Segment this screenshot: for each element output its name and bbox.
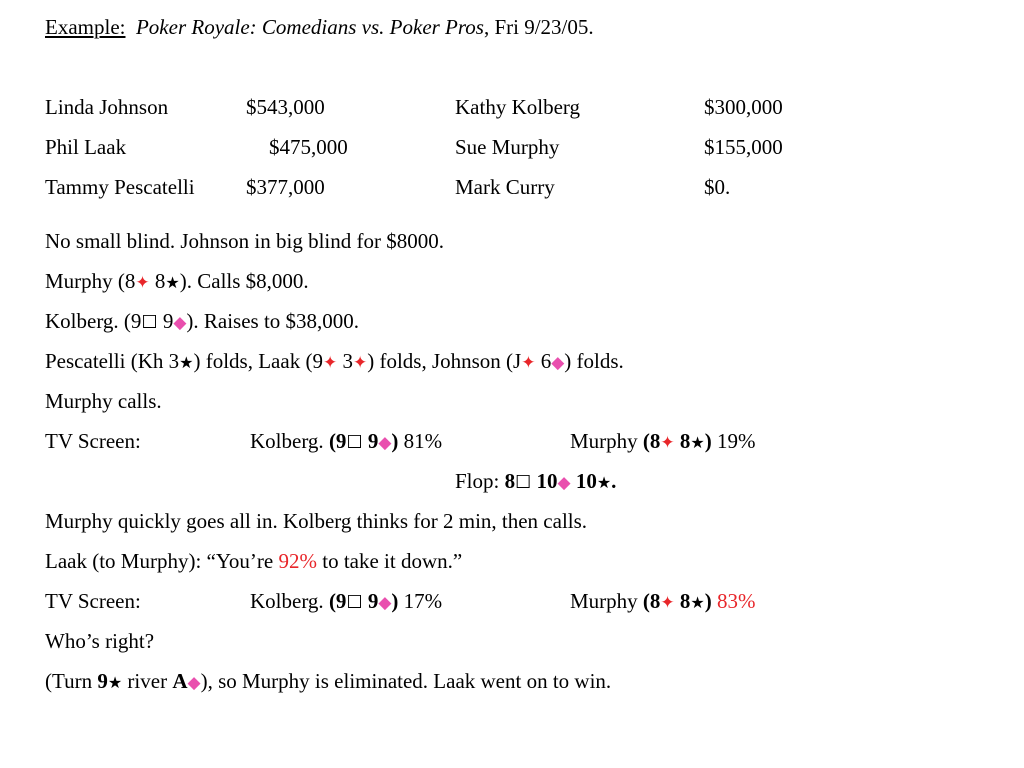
player-name: Tammy Pescatelli	[45, 175, 195, 199]
text: ). Raises to $38,000.	[186, 309, 360, 333]
text: Kolberg. (9	[45, 309, 142, 333]
text: (8	[642, 589, 661, 613]
tv-kolberg	[250, 429, 442, 455]
club-icon: ✦	[660, 593, 675, 613]
diamond-icon: ◆	[557, 473, 571, 493]
player-chips: $475,000	[269, 135, 348, 159]
kolberg-line	[45, 309, 359, 335]
text: Kolberg.	[250, 589, 329, 613]
tv-label: TV Screen:	[45, 429, 141, 453]
folds-line	[45, 349, 624, 375]
club-icon: ✦	[521, 353, 536, 373]
player-chips: $543,000	[246, 95, 325, 119]
text: (8	[642, 429, 661, 453]
text: 9	[157, 309, 174, 333]
murphy-line	[45, 269, 309, 295]
text: Murphy (8	[45, 269, 136, 293]
text: )	[391, 589, 399, 613]
text: ), so Murphy is eliminated. Laak went on to win.	[200, 669, 612, 693]
text: ) folds, Johnson (J	[367, 349, 522, 373]
diamond-icon: ◆	[173, 313, 187, 333]
heart-icon: ☐	[346, 432, 363, 453]
turn-river-line	[45, 669, 611, 695]
whos-right-line: Who’s right?	[45, 629, 155, 653]
text: Laak (to Murphy): “You’re	[45, 549, 279, 573]
percent: 17%	[398, 589, 443, 613]
spade-icon: ★	[690, 593, 705, 612]
player-chips: $377,000	[246, 175, 325, 199]
text: )	[391, 429, 399, 453]
text: 9	[362, 429, 379, 453]
percent: 81%	[398, 429, 443, 453]
text: )	[704, 429, 712, 453]
blind-line: No small blind. Johnson in big blind for $8000.	[45, 229, 444, 253]
player-name: Phil Laak	[45, 135, 127, 159]
text: Flop:	[455, 469, 505, 493]
text: 8	[674, 589, 691, 613]
player-name: Linda Johnson	[45, 95, 169, 119]
text: 9	[362, 589, 379, 613]
text: 10	[570, 469, 597, 493]
player-chips: $0.	[704, 175, 731, 199]
allin-line: Murphy quickly goes all in. Kolberg thinks for 2 min, then calls.	[45, 509, 588, 533]
spade-icon: ★	[165, 273, 180, 292]
club-icon: ✦	[135, 273, 150, 293]
percent: 19%	[711, 429, 756, 453]
percent: 92%	[278, 549, 317, 573]
spade-icon: ★	[179, 353, 194, 372]
tv-murphy	[570, 429, 756, 455]
heart-icon: ☐	[515, 472, 532, 493]
text: Murphy	[570, 589, 643, 613]
text: A	[172, 669, 188, 693]
text: 9	[97, 669, 108, 693]
text: .	[611, 469, 617, 493]
text: 8	[504, 469, 516, 493]
header-line	[45, 15, 594, 39]
text: ). Calls $8,000.	[179, 269, 309, 293]
tv-kolberg	[250, 589, 442, 615]
player-name: Mark Curry	[455, 175, 555, 199]
show-title: Poker Royale: Comedians vs. Poker Pros	[135, 15, 484, 39]
player-name: Sue Murphy	[455, 135, 560, 159]
player-chips: $300,000	[704, 95, 783, 119]
text: ) folds, Laak (9	[193, 349, 323, 373]
heart-icon: ☐	[141, 312, 158, 333]
diamond-icon: ◆	[378, 593, 392, 613]
show-date: , Fri 9/23/05.	[483, 15, 594, 39]
text: Kolberg.	[250, 429, 329, 453]
text: (Turn	[45, 669, 98, 693]
heart-icon: ☐	[346, 592, 363, 613]
text: Murphy	[570, 429, 643, 453]
text: (9	[328, 589, 347, 613]
tv-murphy	[570, 589, 756, 615]
text: river	[122, 669, 173, 693]
flop-line	[455, 469, 616, 495]
laak-line	[45, 549, 462, 573]
text: 8	[149, 269, 166, 293]
text: 3	[337, 349, 353, 373]
tv-label: TV Screen:	[45, 589, 141, 613]
club-icon: ✦	[352, 353, 368, 373]
club-icon: ✦	[322, 353, 338, 373]
text: )	[704, 589, 712, 613]
text: (9	[328, 429, 347, 453]
text: 6	[535, 349, 552, 373]
player-name: Kathy Kolberg	[455, 95, 581, 119]
text: 8	[674, 429, 691, 453]
spade-icon: ★	[596, 473, 612, 492]
text: Pescatelli (Kh 3	[45, 349, 180, 373]
text: to take it down.”	[316, 549, 463, 573]
spade-icon: ★	[690, 433, 705, 452]
percent: 83%	[717, 589, 756, 613]
example-label: Example:	[45, 15, 126, 39]
player-chips: $155,000	[704, 135, 783, 159]
diamond-icon: ◆	[187, 673, 201, 693]
text: 10	[531, 469, 558, 493]
diamond-icon: ◆	[551, 353, 565, 373]
text: ) folds.	[564, 349, 624, 373]
diamond-icon: ◆	[378, 433, 392, 453]
spade-icon: ★	[107, 673, 123, 692]
club-icon: ✦	[660, 433, 675, 453]
murphy-calls-line: Murphy calls.	[45, 389, 162, 413]
